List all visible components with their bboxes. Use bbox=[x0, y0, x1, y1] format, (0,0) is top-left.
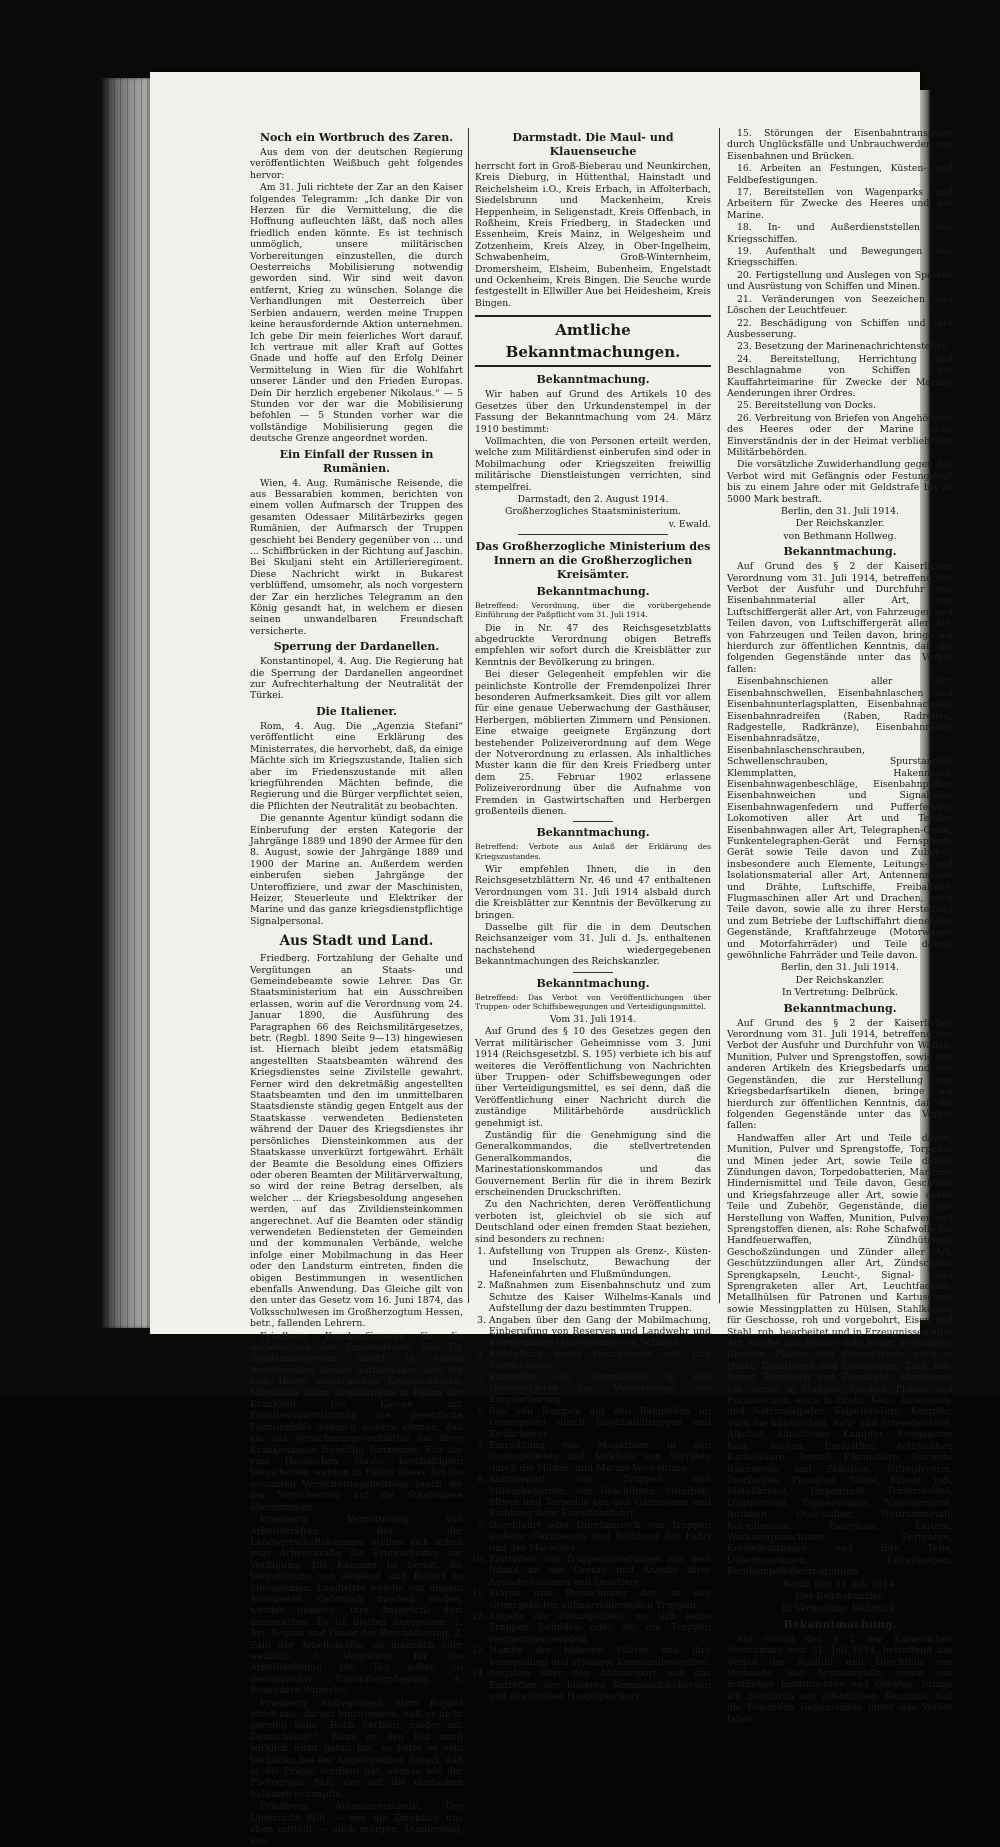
notice-signature-name: von Bethmann Hollweg. bbox=[783, 530, 897, 542]
notice-title: Bekanntmachung. bbox=[536, 826, 650, 840]
list-item: 11. Stärke und Bezeichnung der in den Grenzgebieten aufmarschierenden Truppen. bbox=[489, 1588, 711, 1611]
notice-date: Darmstadt, den 2. August 1914. bbox=[517, 493, 669, 505]
paragraph: Friedberg. Vermittelung von Arbeitskräften. Bei der Landwirtschaftskammer stellen sich schon jetzt Arbeitskräfte für Erntearbeiten zur Verfügung. Die Kammer ist bereit, die Vermittelung von Angebot und Bedarf zu übernehmen. Landwirte welche von diesem Anerbieten Gebrauch machen wollen, werden gebeten, ihre Ansprüche dort anzumelden. Es ist hierbei anzugeben: 1. Art, Beginn und Dauer der Beschäftigung, 2. Zahl der Arbeitskräfte, ob männlich oder weiblich, 3. Vergütung für die Arbeitsleistung pro Tag außer zu gewährender Naturalverpflegung, 4. Besondere Wünsche. bbox=[250, 1514, 463, 1697]
paragraph: Friedberg. Augustinerschule. Der Unterricht fällt — wie die Direktion uns eben mitteilt — auch morgen, Donnerstag, aus. bbox=[250, 1801, 463, 1847]
headline-klauenseuche: Darmstadt. Die Maul- und Klauenseuche bbox=[512, 131, 674, 158]
paragraph: Eisenbahnschienen aller Art, Eisenbahnschwellen, Eisenbahnlaschen und Eisenbahnunterlagsplatten, Eisenbahnachsen, Eisenbahnradreifen (Raben, Radreifen, Radgestelle, Radkränze), Eisenbahnräder, Eisenbahnradsätze, Eisenbahnlaschenschrauben, Schwellenschrauben, Spurstangen, Klemmplatten, Hakennägel, Eisenbahnwagenbeschläge, Eisenbahnpuffer, Eisenbahnweichen und Signalteile, Eisenbahnwagenfedern und Pufferfedern, Lokomotiven aller Art und Tender, Eisenbahnwagen aller Art, Telegraphen-Gerät, Funkentelegraphen-Gerät und Fernsprech-Gerät sowie Teile davon und Zubehör, insbesondere auch Elemente, Leitungs- und Isolationsmaterial aller Art, Antennenmaste und Drähte, Luftschiffe, Freiballone, Flugmaschinen aller Art und Drachen, auch Teile davon, sowie alle zu ihrer Herstellung und zum Betriebe der Luftschiffahrt dienenden Gegenstände, Kraftfahrzeuge (Motorwagen und Motorfahrräder) und Teile davon, gewöhnliche Fahrräder und Teile davon. bbox=[727, 676, 953, 962]
paragraph: Friedberg. Fortzahlung der Gehalte und Vergütungen an Staats- und Gemeindebeamte sowie Lehrer. Das Gr. Staatsministerium hat ein Ausschreiben erlassen, worin auf die Verordnung vom 24. Januar 1890, die Ausführung des Paragraphen 66 des Reichsmilitärgesetzes, betr. (Regbl. 1890 Seite 9—13) hingewiesen ist. Hiernach bleibt jedem etatsmäßig angestellten Staatsbeamten während des Kriegsdienstes seine Zivilstelle gewahrt. Ferner wird den dekretmäßig angestellten Staatsbeamten und den im unmittelbaren Staatsdienste ständig gegen Entgelt aus der Staatskasse verwendeten Bediensteten während der Dauer des Kriegsdienstes ihr persönliches Diensteinkommen aus der Staatskasse unverkürzt fortgewährt. Erhält der Beamte die Besoldung eines Offiziers oder oberen Beamten der Militärverwaltung, so wird der reine Betrag derselben, als welcher ... der Kriegsbesoldung angesehen werden, auf das Zivildiensteinkommen angerechnet. Auf die Beamten oder ständig verwendeten Bediensteten der Gemeinden und der kommunalen Verbände, welche infolge einer Mobilmachung in das Heer oder den Landsturm eintreten, finden die obigen Bestimmungen in wesentlichen ebenfalls Anwendung. Das Gleiche gilt von den unter das Gesetz vom 16. Juni 1874, das Volksschulwesen im Großherzogtum Hessen, betr., fallenden Lehrern. bbox=[250, 953, 463, 1330]
paragraph: Die vorsätzliche Zuwiderhandlung gegen das Verbot wird mit Gefängnis oder Festungshaft bis zu einem Jahre oder mit Geldstrafe bis zu 5000 Mark bestraft. bbox=[727, 459, 953, 505]
column-rule-2 bbox=[719, 128, 720, 1303]
paragraph: Dasselbe gilt für die in dem Deutschen Reichsanzeiger vom 31. Juli d. Js. enthaltenen nachstehend wiedergegebenen Bekanntmachungen des Reichskanzler. bbox=[475, 921, 711, 968]
notice-title: Bekanntmachung. bbox=[783, 545, 897, 559]
book-page-edges bbox=[101, 78, 153, 1328]
headline-dardanellen: Sperrung der Dardanellen. bbox=[273, 640, 440, 654]
paragraph: Friedberg. Aufregungen. Herr Ruppel bittet uns, darauf hinzuweisen, daß er nicht gerufen habe „Hoch Serbien, nieder mit Deutschland!“. Wenn er den Ruf auch wirklich nicht getan hat, so hätte er sein Verhalten bei der Angelegenheit derart, daß er die Prügel verdient hat, ebenso wie der Photograph Süß, der auf die deutschen Soldaten schimpfte. bbox=[250, 1697, 463, 1800]
paragraph: Konstantinopel, 4. Aug. Die Regierung hat die Sperrung der Dardanellen angeordnet zur Aufrechterhaltung der Neutralität der Türkei. bbox=[250, 656, 463, 702]
paragraph: Bei dieser Gelegenheit empfehlen wir die peinlichste Kontrolle der Fremdenpolizei Ihrer besonderen Aufmerksamkeit. Dies gilt vor allem für eine genaue Ueberwachung der Gasthäuser, Herbergen, möblierten Zimmern und Pensionen. Eine etwaige geeignete Ergänzung dort bestehender Polizeiverordnung auf dem Wege der Notverordnung zu erlassen. Als inhaltliches Muster kann die für den Kreis Friedberg unter dem 25. Februar 1902 erlassene Polizeiverordnung über die Aufnahme von Fremden in Gastwirtschaften und Herbergen großenteils dienen. bbox=[475, 669, 711, 818]
paragraph: herrscht fort in Groß-Bieberau und Neunkirchen, Kreis Dieburg, in Hüttenthal, Hainstadt und Reichelsheim i.O., Kreis Erbach, in Affolterbach, Siedelsbrunn und Mackenheim, Kreis Heppenheim, in Seligenstadt, Kreis Offenbach, in Roßheim, Kreis Friedberg, in Stadecken und Essenheim, Kreis Mainz, in Welgesheim und Zotzenheim, Kreis Alzey, in Ober-Ingelheim, Schwabenheim, Groß-Winternheim, Dromersheim, Elsheim, Bubenheim, Engelstadt und Ockenheim, Kreis Bingen. Die Seuche wurde festgestellt in Ellwiller Aue bei Heidesheim, Kreis Bingen. bbox=[475, 161, 711, 309]
prohibited-news-list bbox=[475, 1246, 711, 1702]
list-item: 5. Eintreffen von Kommandos in den Grenzgebieten zur Vorbereitung der Einquartierung. bbox=[489, 1372, 711, 1406]
notice-title: Bekanntmachung. bbox=[536, 373, 650, 387]
list-item: 14. Angaben über den Abtransport und das Eintreffen der höheren Kommandobehörden und des Großen Hauptquartiers. bbox=[489, 1668, 711, 1702]
paragraph: Vollmachten, die von Personen erteilt werden, welche zum Militärdienst einberufen sind oder in Mobilmachung oder Kriegszeiten freiwillig militärische Dienstleistungen verrichten, sind stempelfrei. bbox=[475, 435, 711, 493]
list-item: 8. Abtransport von Truppen und Militärbehörden, von Geschützen, Munition, Minen und Torpedos aus den Garnisonen und Richtung ihrer Eisenbahnfahrt. bbox=[489, 1474, 711, 1520]
paragraph: Friedberg. Krankenfürsorge für die Angehörigen der Einberufenen. Das Gr. Staatsministerium macht in einem Ausschreiben darauf aufmerksam, daß die zum Heere einberufenen Krankenkassen-Mitglieder ihren Angehörigen in Fällen der Krankheit bei Kassen mit Familienunterstützung die gesetzliche Familienhilfe dadurch sichern können, daß sie das Versicherungsverhältnis bei ihrer Krankenkasse freiwillig fortsetzen. Für die vom Hessischen Staate beschäftigten Versicherten werden in Fällen dieser Art die gesamten Versicherungsbeiträge (auch die der Versicherten) auf die Staatskasse übernommen. bbox=[250, 1330, 463, 1513]
paragraph: Aus dem von der deutschen Regierung veröffentlichten Weißbuch geht folgendes hervor: bbox=[250, 147, 463, 181]
notice-title: Bekanntmachung. bbox=[783, 1001, 897, 1015]
paragraph: Zu den Nachrichten, deren Veröffentlichung verboten ist, gleichviel ob sie sich auf Deutschland oder einen fremden Staat beziehen, sind besonders zu rechnen: bbox=[475, 1199, 711, 1245]
paragraph: Am 31. Juli richtete der Zar an den Kaiser folgendes Telegramm: „Ich danke Dir von Herzen für die Vermittelung, die die Hoffnung aufleuchten läßt, daß noch alles friedlich enden könnte. Es ist technisch unmöglich, unsere militärischen Vorbereitungen einzustellen, die durch Oesterreichs Mobilisierung notwendig geworden sind. Wir sind weit davon entfernt, Krieg zu wünschen. Solange die Verhandlungen mit Oesterreich über Serbien andauern, werden meine Truppen keine herausfordernde Aktion unternehmen. Ich gebe Dir mein feierliches Wort darauf. Ich vertraue mit aller Kraft auf Gottes Gnade und hoffe auf den Erfolg Deiner Vermittelung in Wien für die Wohlfahrt unserer Länder und den Frieden Europas. Dein Dir herzlich ergebener Nikolaus.“ — 5 Stunden vor der war die Mobilisierung befohlen — 5 Stunden vorher war die vollständige Mobilisierung gegen die deutsche Grenze angeordnet worden. bbox=[250, 182, 463, 445]
list-item: 7. Einrichtung von Magazinen in den Grenzgebieten und Aufkäufe von Vorräten durch die Militär- und Marine-Verwaltung. bbox=[489, 1440, 711, 1474]
separator bbox=[573, 972, 613, 973]
list-item: 18. In- und Außerdienststellen von Kriegsschiffen. bbox=[727, 222, 953, 245]
notice-signature: Der Reichskanzler. bbox=[795, 1590, 885, 1602]
notice-title: Bekanntmachung. bbox=[536, 585, 650, 599]
list-item: 24. Bereitstellung, Herrichtung und Beschlagnahme von Schiffen der Kauffahrteimarine für Zwecke der Marine; Aenderungen ihrer Ordres. bbox=[727, 353, 953, 399]
notice-title: Bekanntmachung. bbox=[783, 1617, 897, 1631]
paragraph: Die in Nr. 47 des Reichsgesetzblatts abgedruckte Verordnung obigen Betreffs empfehlen wir sofort durch die Kreisblätter zur Kenntnis der Bevölkerung zu bringen. bbox=[475, 622, 711, 668]
notice-subject: Betreffend: Verordnung, über die vorübergehende Einführung der Paßpflicht vom 31. Juli 1914. bbox=[475, 601, 711, 620]
list-item: 4. Aufstellung neuer Formationen und ihre Bezeichnung. bbox=[489, 1349, 711, 1372]
notice-signature-name: In Vertretung: Delbrück. bbox=[782, 987, 898, 999]
list-item: 22. Beschädigung von Schiffen und ihre Ausbesserung. bbox=[727, 317, 953, 340]
list-item: 10. Eintreffen von Truppenabteilungen aus dem Inland an der Grenze und Angabe ihrer Ausladestationen und Quartiere. bbox=[489, 1554, 711, 1588]
list-item: 15. Störungen der Eisenbahntransporte durch Unglücksfälle und Unbrauchwerden von Eisenbahnen und Brücken. bbox=[727, 128, 953, 162]
paragraph: Handwaffen aller Art und Teile davon, Munition, Pulver und Sprengstoffe, Torpedos und Minen jeder Art, sowie Teile davon, Zündungen davon, Torpedobatterien, Maritime Hindernismittel und Teile davon, Geschütze und Kriegsfahrzeuge aller Art, sowie deren Teile und Zubehör, Gegenstände, die zur Herstellung von Waffen, Munition, Pulver und Sprengstoffen dienen, als: Rohe Schafwolle für Handfeuerwaffen, Zündhütchen, Geschoßzündungen und Zünder aller Art, Geschützzündungen aller Art, Zündschnur, Sprengkapseln, Leucht-, Signal- und Sprengraketen aller Art, Leuchtfackeln, Metallhülsen für Patronen und Kartuschen, sowie Messingplatten zu Hülsen, Stahlkörper für Geschosse, roh und vorgebohrt, Eisen und Stahl, roh, bearbeitet und in Erzeugnissen aller Art, Kupfer und Bronze, roh, ferner in Stangen, Blechen, Platten und Formstücken, auch in Draht, Drahtlitzen und Drahtseilen, Zinn, roh, ferner Zinnblech und Zinndraht, Aluminium, roh, ferner in Stangen, Blechen, Platten und Formstücken, auch in Draht, Kali-, Ammoniak- und Natronsalpeter, Salpetersäure, Kampfer, auch die künstlichen, Salz- und Schwefelsäure, Alkohol, künstlicher Kampfer, Essigsaurer Kalk, Aceton, Essigäther, Aethyläther, Karbolsäure, Benzol, Pikrinsäure, Nitrierte Baumwolle und Zellulose, Nitroglycerin, Teerfarben, Phosphor, Toluol, Kresol, roh, Metallkresol, Terpentinöl, Trinitrotoluol, Dinitrotoluol, Diphenylamin, Natriumnitrat, Antimon, Quecksilber, Wolframmetall, Kolophonium, Fahrräder, Leitern, Werkzeugmaschinen, Fernrohre, Kreiselkompasse und ihre Teile, Uebertragungen, Leiterlampen, Fernkompaßübertragungen. bbox=[727, 1132, 953, 1578]
notice-date: Berlin, den 31. Juli 1914. bbox=[781, 962, 899, 974]
paragraph: Rom, 4. Aug. Die „Agenzia Stefani“ veröffentlicht eine Erklärung des Ministerrates, die hervorhebt, daß, da einige Mächte sich im Kriegszustande, Italien sich aber im Friedenszustande mit allen kriegführenden Mächten befinde, die Regierung und die Bürger verpflichtet seien, die Pflichten der Neutralität zu beobachten. bbox=[250, 720, 463, 812]
list-item: 20. Fertigstellung und Auslegen von Sperren und Ausrüstung von Schiffen und Minen. bbox=[727, 269, 953, 293]
notice-signature-name: v. Ewald. bbox=[668, 518, 711, 530]
column-1 bbox=[250, 128, 463, 1847]
headline-zar: Noch ein Wortbruch des Zaren. bbox=[259, 131, 454, 144]
list-item: 12. Angabe der Grenzgebiete, wo sich keine Truppen befinden oder wo die Truppen weggezogen werden. bbox=[489, 1611, 711, 1645]
list-item: 1. Aufstellung von Truppen als Grenz-, Küsten- und Inselschutz, Bewachung der Hafeneinfahrten und Flußmündungen. bbox=[489, 1246, 711, 1280]
notice-signature: Der Reichskanzler. bbox=[795, 518, 885, 530]
notice-signature: Großherzogliches Staatsministerium. bbox=[504, 506, 682, 518]
notice-date: Berlin, den 31. Juli 1914. bbox=[781, 506, 899, 517]
paragraph: Die genannte Agentur kündigt sodann die Einberufung der ersten Kategorie der Jahrgänge 1889 und 1890 der Armee für den 8. August, sowie der Jahrgänge 1889 und 1900 der Marine an. Außerdem werden einberufen sieben Jahrgänge der Unteroffiziere, und zwar der Maschinisten, Heizer, Steuerleute und Elektriker der Marine und das ganze kriegsdienstpflichtige Signalpersonal. bbox=[250, 813, 463, 927]
notice-signature-name: In Vertretung: Delbrück. bbox=[782, 1603, 898, 1615]
notice-date: Berlin den 31. Juli 1914. bbox=[782, 1578, 898, 1590]
separator bbox=[518, 534, 668, 535]
list-item: 9. Durchfahrt oder Durchmarsch von Truppen anderer Garnisonen und Richtung der Fahrt und des Marsches. bbox=[489, 1520, 711, 1554]
notice-signature: Der Reichskanzler. bbox=[795, 974, 885, 986]
paragraph: Wir haben auf Grund des Artikels 10 des Gesetzes über den Urkundenstempel in der Fassung der Bekanntmachung vom 24. März 1910 bestimmt: bbox=[475, 389, 711, 435]
list-item: 23. Besetzung der Marinenachrichtenstellen. bbox=[737, 341, 951, 353]
notice-title: Bekanntmachung. bbox=[536, 976, 650, 990]
paragraph: Auf Grund des § 2 der Kaiserlichen Verordnung vom 31. Juli 1914, betreffend das Verbot der Ausfuhr und Durchfuhr von Eisenbahnmaterial aller Art, von Luftschiffergerät aller Art, von Fahrzeugen und Teilen davon, von Luftschiffergerät aller Art, von Fahrzeugen und Teilen davon, bringe ich hierdurch zur öffentlichen Kenntnis, daß die folgenden Gegenstände unter das Verbot fallen: bbox=[727, 561, 953, 675]
separator bbox=[573, 821, 613, 822]
notice-date: Vom 31. Juli 1914. bbox=[549, 1013, 637, 1025]
list-item: 26. Verbreitung von Briefen von Angehörigen des Heeres oder der Marine ohne Einverständnis der in der Heimat verbliebenen Militärbehörden. bbox=[727, 412, 953, 458]
column-rule-1 bbox=[468, 128, 469, 1303]
ministry-heading: Das Großherzogliche Ministerium des Innern an die Großherzoglichen Kreisämter. bbox=[475, 540, 711, 582]
section-heading-stadt-land: Aus Stadt und Land. bbox=[279, 933, 434, 950]
paragraph: Auf Grund des § 2 der Kaiserlichen Verordnung vom 31. Juli 1914, betreffend das Verbot der Ausfuhr und Durchfuhr von Verbands- und Arzneimitteln, sowie von ärztlichen Instrumenten und Geräten, bringe ich hierdurch zur öffentlichen Kenntnis, daß die folgenden Gegenstände unter das Verbot fallen: bbox=[727, 1633, 953, 1725]
column-2 bbox=[475, 128, 711, 1702]
list-item: 16. Arbeiten an Festungen, Küsten- und Feldbefestigungen. bbox=[727, 163, 953, 186]
headline-italiener: Die Italiener. bbox=[316, 704, 397, 718]
notice-subject: Betreffend: Das Verbot von Veröffentlichungen über Truppen- oder Schiffsbewegungen und Verteidigungsmittel. bbox=[475, 992, 711, 1011]
list-item: 2. Maßnahmen zum Eisenbahnschutz und zum Schutze des Kaiser Wilhelms-Kanals und Aufstellung der dazu bestimmten Truppen. bbox=[489, 1280, 711, 1314]
list-item: 25. Bereitstellung von Docks. bbox=[737, 400, 876, 412]
list-item: 17. Bereitstellen von Wagenparks und Arbeitern für Zwecke des Heeres und der Marine. bbox=[727, 187, 953, 221]
list-item: 6. Bau von Rampen auf den Bahnhöfen im Grenzgebiet durch Eisenbahntruppen und Zivilarbeiter. bbox=[489, 1406, 711, 1440]
list-item: 21. Veränderungen von Seezeichen und Löschen der Leuchtfeuer. bbox=[727, 293, 953, 317]
list-item: 3. Angaben über den Gang der Mobilmachung, Einberufung von Reserven und Landwehr und Kriegsmarine (Ausrüstung) von Schiffen. bbox=[489, 1315, 711, 1349]
paragraph: Wir empfehlen Ihnen, die in den Reichsgesetzblättern Nr. 46 und 47 enthaltenen Verordnungen vom 31. Juli 1914 alsbald durch die Kreisblätter zur Kenntnis der Bevölkerung zu bringen. bbox=[475, 863, 711, 921]
section-heading-amtliche: Amtliche Bekanntmachungen. bbox=[475, 315, 711, 367]
list-item: 19. Aufenthalt und Bewegungen von Kriegsschiffen. bbox=[727, 246, 953, 269]
paragraph: Auf Grund des § 10 des Gesetzes gegen den Verrat militärischer Geheimnisse vom 3. Juni 1914 (Reichsgesetzbl. S. 195) verbiete ich bis auf weiteres die Veröffentlichung von Nachrichten über Truppen- oder Schiffsbewegungen oder über Verteidigungsmittel, es sei denn, daß die Veröffentlichung einer Nachricht durch die zuständige Militärbehörde ausdrücklich genehmigt ist. bbox=[475, 1026, 711, 1129]
column-3 bbox=[727, 128, 953, 1725]
paragraph: Zuständig für die Genehmigung sind die Generalkommandos, die stellvertretenden Generalkommandos, die Marinestationskommandos und das Gouvernement Berlin für die in ihrem Bezirk erscheinenden Druckschriften. bbox=[475, 1130, 711, 1199]
notice-subject: Betreffend: Verbote aus Anlaß der Erklärung des Kriegszustandes. bbox=[475, 842, 711, 861]
paragraph: Auf Grund des § 2 der Kaiserlichen Verordnung vom 31. Juli 1914, betreffend das Verbot der Ausfuhr und Durchfuhr von Waffen, Munition, Pulver und Sprengstoffen, sowie von anderen Artikeln des Kriegsbedarfs und von Gegenständen, die zur Herstellung von Kriegsbedarfsartikeln dienen, bringe ich hierdurch zur öffentlichen Kenntnis, daß die folgenden Gegenstände unter das Verbot fallen: bbox=[727, 1017, 953, 1132]
paragraph: Wien, 4. Aug. Rumänische Reisende, die aus Bessarabien kommen, berichten von einem vollen Aufmarsch der Truppen des gesamten Odessaer Militärbezirks gegen Rumänien, der Aufmarsch der Truppen geschieht bei Bendery gegenüber von ... und ... Schiffbrücken in der Richtung auf Jaschin. Bei Skuljani steht ein Artillerieregiment. Diese Nachricht wirkt in Bukarest verblüffend, umsomehr, als noch vorgestern der Zar ein herzliches Telegramm an den König gesandt hat, in welchem er diesen seinen unwandelbaren Freundschaft versicherte. bbox=[250, 477, 463, 637]
list-item: 13. Namen der höheren Führer und ihre Verwendung und etwaiger Kommandowechsel. bbox=[489, 1645, 711, 1668]
headline-russen: Ein Einfall der Russen in Rumänien. bbox=[279, 447, 434, 475]
